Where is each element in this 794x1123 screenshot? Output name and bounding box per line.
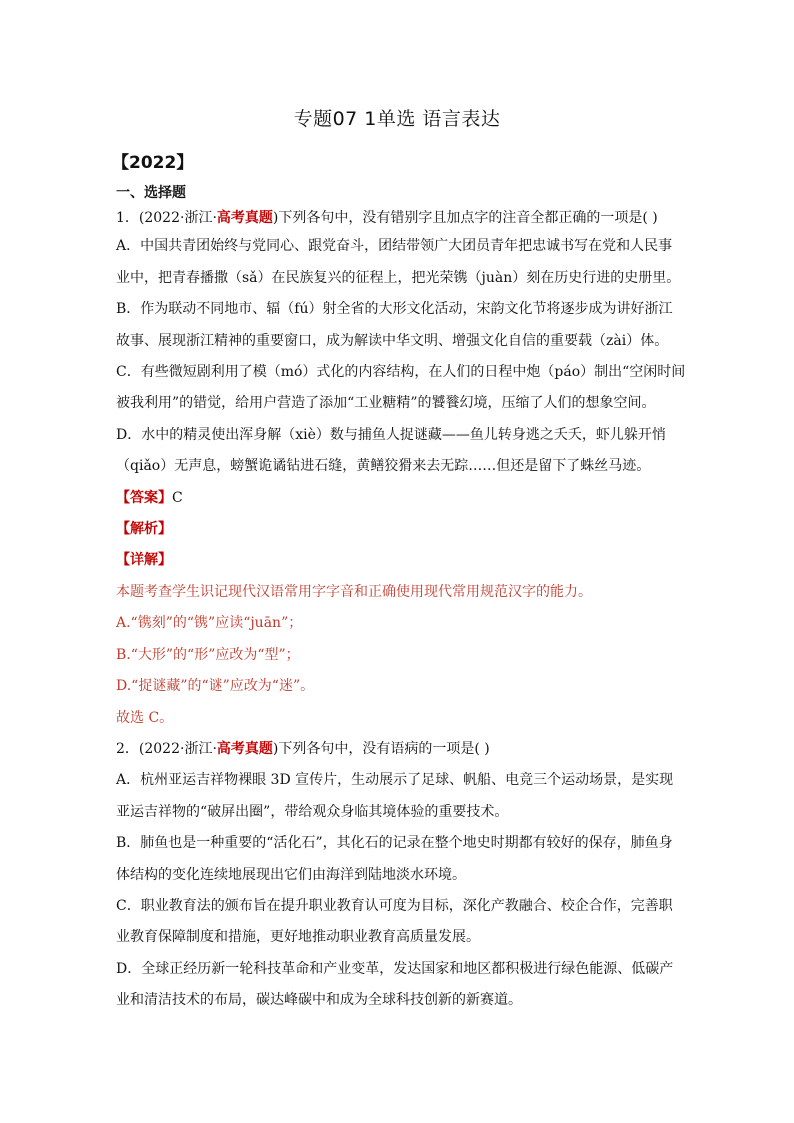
section-heading: 一、选择题	[116, 185, 186, 202]
q1-option-a: A．中国共青团始终与党同心、跟党奋斗，团结带领广大团员青年把忠诚书写在党和人民事业中，把青春播撒（sǎ）在民族复兴的征程上，把光荣镌（juàn）刻在历史行进的史册里。	[116, 238, 681, 286]
q2-source: 高考真题	[216, 740, 273, 757]
analysis-label: 【解析】	[116, 521, 172, 538]
question-1-stem	[116, 205, 686, 231]
q1-source: 高考真题	[216, 210, 273, 227]
year-tag: 【2022】	[112, 153, 194, 173]
answer-label: 【答案】	[116, 489, 172, 506]
explanation-line-5: 故选 C。	[116, 709, 174, 726]
q1-prefix: 1．(2022·浙江·	[116, 210, 217, 227]
q2-option-b: B．肺鱼也是一种重要的“活化石”，其化石的记录在整个地史时期都有较好的保存，肺鱼身体结构的变化连续地展现出它们由海洋到陆地淡水环境。	[116, 835, 673, 883]
q1-option-d: D．水中的精灵使出浑身解（xiè）数与捕鱼人捉谜藏——鱼儿转身逃之夭夭，虾儿躲开悄（qiǎo）无声息，螃蟹诡谲钻进石缝，黄鳝狡猾来去无踪……但还是留下了蛛丝马迹。	[116, 426, 666, 475]
q1-option-c: C．有些微短剧利用了模（mó）式化的内容结构，在人们的日程中炮（páo）制出“空闲时间被我利用”的错觉，给用户营造了添加“工业糖精”的饕餮幻境，压缩了人们的想象空间。	[116, 364, 686, 412]
explanation-line-3: B.“大形”的“形”应改为“型”；	[116, 646, 300, 663]
q2-option-c: C．职业教育法的颁布旨在提升职业教育认可度为目标，深化产教融合、校企合作，完善职业教育保障制度和措施，更好地推动职业教育高质量发展。	[116, 897, 673, 946]
explanation-line-2: A.“镌刻”的“镌”应读“juān”；	[116, 615, 303, 632]
q2-option-d: D．全球正经历新一轮科技革命和产业变革，发达国家和地区都积极进行绿色能源、低碳产业和清洁技术的布局，碳达峰碳中和成为全球科技创新的新赛道。	[116, 960, 674, 1009]
document-body	[112, 148, 686, 1017]
detail-label: 【详解】	[116, 552, 172, 569]
q1-stem-rest: )下列各句中，没有错别字且加点字的注音全都正确的一项是( )	[272, 210, 658, 227]
q1-answer	[116, 483, 686, 514]
q1-option-b: B．作为联动不同地市、辐（fú）射全省的大形文化活动，宋韵文化节将逐步成为讲好浙江故事、展现浙江精神的重要窗口，成为解读中华文明、增强文化自信的重要载（zài）体。	[116, 301, 673, 349]
question-2-stem	[116, 734, 686, 765]
explanation-line-4: D.“捉谜藏”的“谜”应改为“迷”。	[116, 678, 315, 695]
page-title: 专题07 1单选 语言表达	[293, 108, 501, 130]
q2-option-a: A．杭州亚运吉祥物裸眼 3D 宣传片，生动展示了足球、帆船、电竞三个运动场景，是实现亚运吉祥物的“破屏出圈”，带给观众身临其境体验的重要技术。	[116, 772, 674, 820]
explanation-line-1: 本题考查学生识记现代汉语常用字字音和正确使用现代常用规范汉字的能力。	[116, 583, 592, 600]
q2-stem-rest: )下列各句中，没有语病的一项是( )	[272, 740, 490, 757]
answer-value: C	[172, 489, 183, 506]
q2-prefix: 2．(2022·浙江·	[116, 740, 217, 757]
